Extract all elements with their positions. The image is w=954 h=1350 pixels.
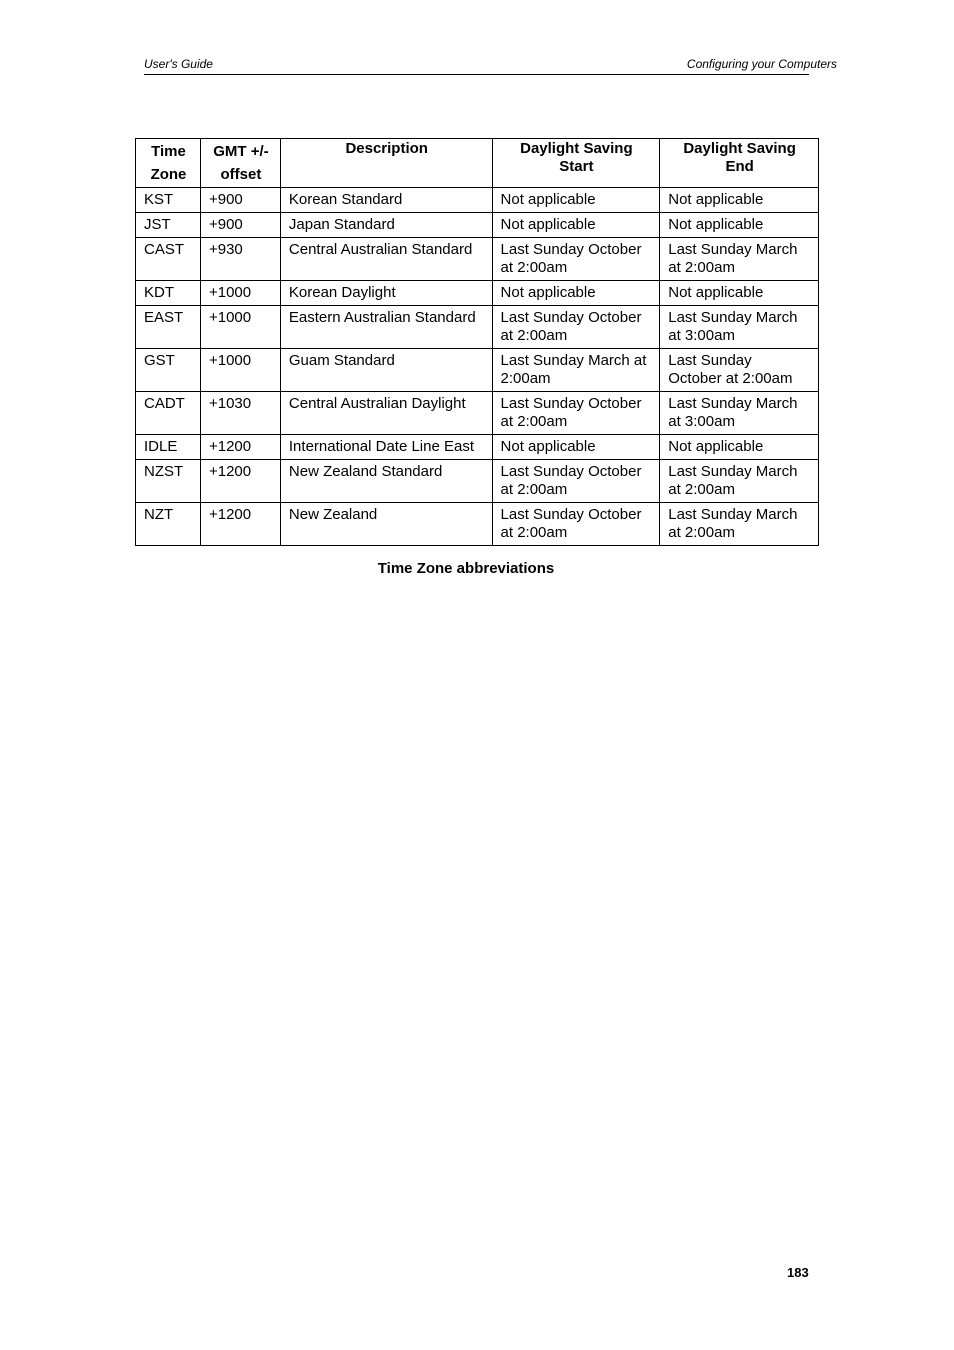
cell-ds-end [660,435,819,460]
table-row [136,188,819,213]
cell-ds-end-line: at 2:00am [668,524,735,541]
cell-ds-start [492,349,660,392]
cell-description: Guam Standard [280,349,492,392]
cell-ds-start [492,435,660,460]
cell-ds-start-line: Last Sunday October [500,241,642,258]
cell-ds-start-line: Not applicable [500,284,596,301]
cell-ds-end-line: October at 2:00am [668,370,793,387]
cell-ds-end-line: at 3:00am [668,413,735,430]
cell-ds-end [660,238,819,281]
cell-ds-end-line: Last Sunday March [668,506,798,523]
column-header-ds-start: Daylight Saving Start [492,139,660,188]
cell-time-zone: EAST [136,306,201,349]
cell-ds-start [492,213,660,238]
cell-gmt-offset: +900 [200,213,280,238]
table-row [136,435,819,460]
column-header-gmt-offset: GMT +/- offset [200,139,280,188]
cell-ds-end-line: Not applicable [668,191,764,208]
cell-description: Korean Daylight [280,281,492,306]
cell-time-zone: IDLE [136,435,201,460]
cell-ds-end [660,281,819,306]
header-left-title: User's Guide [144,57,213,71]
cell-gmt-offset: +1000 [200,349,280,392]
cell-ds-end-line: at 2:00am [668,259,735,276]
column-header-time-zone: Time Zone [136,139,201,188]
cell-time-zone: KST [136,188,201,213]
table-row [136,213,819,238]
cell-ds-start-line: Last Sunday October [500,395,642,412]
cell-ds-end-line: Last Sunday March [668,463,798,480]
header-rule [144,74,809,75]
table-row [136,392,819,435]
cell-time-zone: CADT [136,392,201,435]
table-row [136,306,819,349]
cell-time-zone: GST [136,349,201,392]
cell-ds-end-line: Last Sunday March [668,309,798,326]
cell-time-zone: NZT [136,503,201,546]
cell-ds-start [492,306,660,349]
cell-ds-end [660,349,819,392]
cell-gmt-offset: +1000 [200,281,280,306]
time-zone-table [135,138,819,546]
table-body [136,188,819,546]
cell-ds-end-line: at 2:00am [668,481,735,498]
cell-ds-end-line: Last Sunday March [668,241,798,258]
cell-ds-end [660,392,819,435]
running-header [144,57,837,74]
cell-ds-start [492,392,660,435]
cell-ds-end-line: Last Sunday March [668,395,798,412]
header-right-title: Configuring your Computers [686,57,837,71]
cell-ds-start-line: 2:00am [500,370,551,387]
cell-description: New Zealand Standard [280,460,492,503]
cell-time-zone: NZST [136,460,201,503]
cell-ds-end [660,188,819,213]
cell-ds-start-line: Last Sunday October [500,506,642,523]
cell-ds-start-line: at 2:00am [500,327,568,344]
cell-gmt-offset: +900 [200,188,280,213]
table-row [136,460,819,503]
cell-time-zone: KDT [136,281,201,306]
cell-time-zone: CAST [136,238,201,281]
cell-ds-start-line: Last Sunday March at [500,352,647,369]
cell-description: New Zealand [280,503,492,546]
cell-ds-end-line: Not applicable [668,216,764,233]
cell-description: Korean Standard [280,188,492,213]
table-row [136,238,819,281]
cell-ds-end-line: Not applicable [668,284,764,301]
cell-ds-start-line: Not applicable [500,438,596,455]
cell-gmt-offset: +1030 [200,392,280,435]
cell-ds-end [660,460,819,503]
table-row [136,281,819,306]
cell-ds-start-line: at 2:00am [500,413,568,430]
cell-ds-start-line: Last Sunday October [500,309,642,326]
table-caption: Time Zone abbreviations [377,560,555,577]
cell-ds-start [492,460,660,503]
cell-ds-start [492,188,660,213]
cell-ds-start-line: Not applicable [500,191,596,208]
table-header-row [136,139,819,188]
table-row [136,349,819,392]
column-header-description: Description [280,139,492,188]
cell-description: International Date Line East [280,435,492,460]
cell-description: Japan Standard [280,213,492,238]
cell-description: Central Australian Daylight [280,392,492,435]
cell-ds-start-line: at 2:00am [500,259,568,276]
cell-description: Eastern Australian Standard [280,306,492,349]
cell-ds-end-line: at 3:00am [668,327,735,344]
cell-gmt-offset: +1200 [200,503,280,546]
cell-description: Central Australian Standard [280,238,492,281]
cell-ds-start [492,281,660,306]
cell-ds-end [660,503,819,546]
cell-gmt-offset: +1200 [200,435,280,460]
cell-gmt-offset: +1200 [200,460,280,503]
table-row [136,503,819,546]
cell-time-zone: JST [136,213,201,238]
cell-ds-end-line: Last Sunday [668,352,752,369]
cell-ds-start-line: at 2:00am [500,524,568,541]
column-header-ds-end: Daylight Saving End [660,139,819,188]
cell-gmt-offset: +930 [200,238,280,281]
cell-ds-start [492,503,660,546]
cell-gmt-offset: +1000 [200,306,280,349]
cell-ds-end [660,213,819,238]
cell-ds-end [660,306,819,349]
cell-ds-start-line: at 2:00am [500,481,568,498]
cell-ds-start-line: Last Sunday October [500,463,642,480]
cell-ds-start [492,238,660,281]
page-number: 183 [787,1265,809,1280]
cell-ds-end-line: Not applicable [668,438,764,455]
cell-ds-start-line: Not applicable [500,216,596,233]
